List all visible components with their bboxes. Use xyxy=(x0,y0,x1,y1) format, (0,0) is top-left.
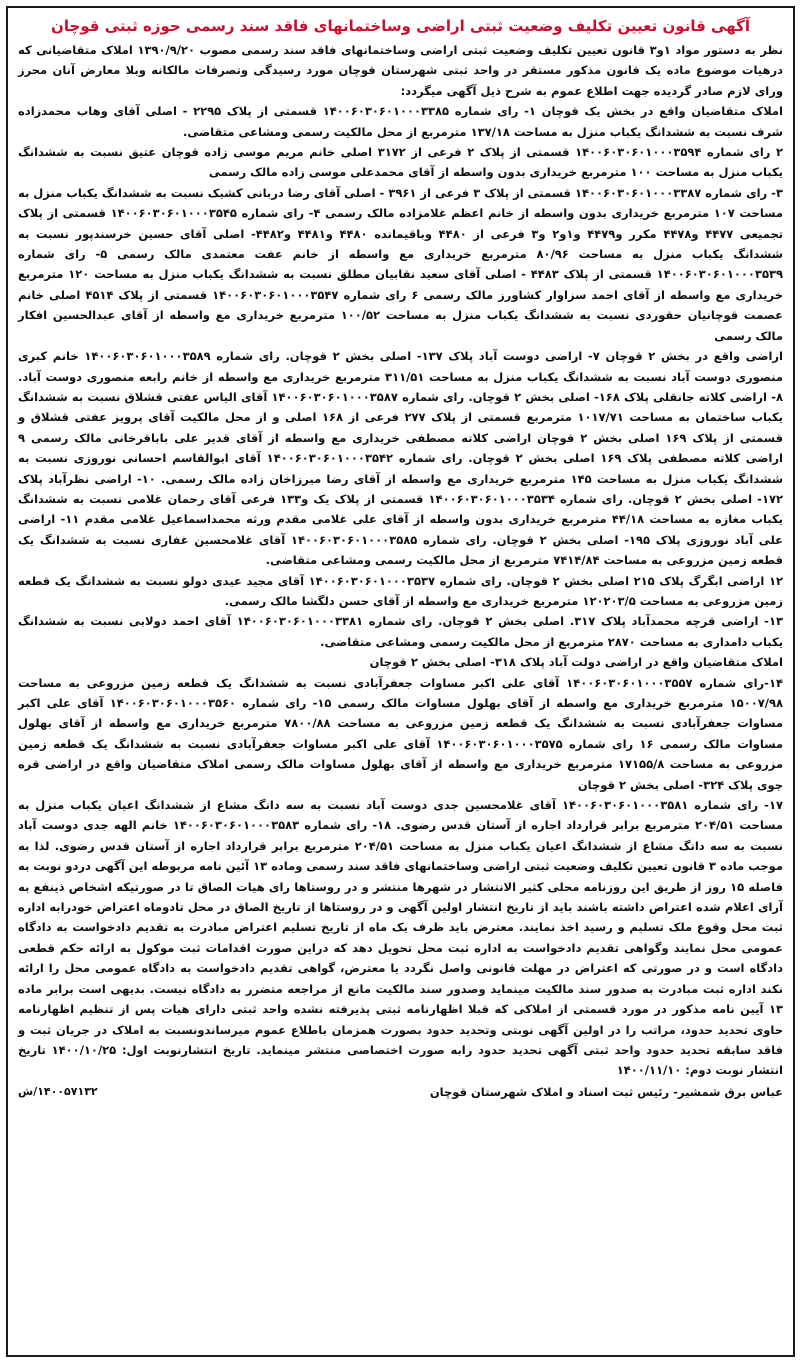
section-1-paragraph: املاک متقاضیان واقع در بخش یک قوچان ۱- رای شماره ۱۴۰۰۶۰۳۰۶۰۱۰۰۰۳۳۸۵ قسمتی از پلاک ۲۲۹۵ - اصلی آقای وهاب محمدزاده شرف نسبت به ششدانگ یکباب منزل به مساحت ۱۳۷/۱۸ مترمربع از محل مالکیت رسمی ومشاعی متقاضی. xyxy=(18,104,783,139)
notice-title: آگهی قانون تعیین تکلیف وضعیت ثبتی اراضی وساختمانهای فاقد سند رسمی حوزه ثبتی قوچان xyxy=(51,17,750,35)
footer-row xyxy=(18,1082,783,1102)
item-2-paragraph: ۲ رای شماره ۱۴۰۰۶۰۳۰۶۰۱۰۰۰۳۵۹۴ قسمتی از پلاک ۲ فرعی از ۳۱۷۲ اصلی خانم مریم موسی زاده قوچان عتیق نسبت به ششدانگ یکباب منزل به مساحت ۱۰۰ مترمربع خریداری بدون واسطه از آقای محمدعلی موسی زاده مالک رسمی xyxy=(18,145,784,180)
signature: عباس برق شمشیر- رئیس ثبت اسناد و املاک شهرستان قوچان xyxy=(429,1084,783,1099)
notice-code: ۱۴۰۰۵۷۱۳۲/ش xyxy=(18,1084,98,1098)
section-2-paragraph: اراضی واقع در بخش ۲ قوچان ۷- اراضی دوست آباد پلاک ۱۳۷- اصلی بخش ۲ قوچان. رای شماره ۱۴۰۰۶۰۳۰۶۰۱۰۰۰۳۵۸۹ خانم کبری منصوری دوست آباد نسبت به ششدانگ یکباب منزل به مساحت ۳۱۱/۵۱ مترمربع خریداری مع واسطه از خانم رابعه منصوری دوست آباد. ۸- اراضی کلاته جانقلی پلاک ۱۶۸- اصلی بخش ۲ قوچان. رای شماره ۱۴۰۰۶۰۳۰۶۰۱۰۰۰۳۵۸۷ آقای الیاس عفتی قشلاق نسبت به ششدانگ یکباب ساختمان به مساحت ۱۰۱۷/۷۱ مترمربع قسمتی از پلاک ۲۷۷ فرعی از ۱۶۸ اصلی و از محل مالکیت آقای پرویز عفتی قشلاق و قسمتی از پلاک ۱۶۹ اصلی بخش ۲ قوچان اراضی کلاته مصطفی خریداری مع واسطه از آقای قدیر علی باباقرخانی مالک رسمی ۹ اراضی کلاته مصطفی پلاک ۱۶۹ اصلی بخش ۲ قوچان. رای شماره ۱۴۰۰۶۰۳۰۶۰۱۰۰۰۳۵۴۲ آقای ابوالقاسم احسانی نوروزی نسبت به ششدانگ یکباب منزل به مساحت ۱۴۵ مترمربع خریداری مع واسطه از آقای رضا میرزاخان زاده مالک رسمی. ۱۰- اراضی نظرآباد پلاک ۱۷۲- اصلی بخش ۲ قوچان. رای شماره ۱۴۰۰۶۰۳۰۶۰۱۰۰۰۳۵۳۴ قسمتی از پلاک یک و۱۳۳ فرعی آقای رحمان غلامی نسبت به ششدانگ یکباب مغازه به مساحت ۴۴/۱۸ مترمربع خریداری بدون واسطه از آقای علی غلامی مقدم ورثه محمداسماعیل غلامی مقدم ۱۱- اراضی علی آباد نوروزی پلاک ۱۹۵- اصلی بخش ۲ قوچان. رای شماره ۱۴۰۰۶۰۳۰۶۰۱۰۰۰۳۵۸۵ آقای غلامحسین غفاری نسبت به ششدانگ یک قطعه زمین مزروعی به مساحت ۷۴۱۴/۸۴ مترمربع از محل مالکیت رسمی ومشاعی متقاضی. xyxy=(18,349,784,568)
item-12-paragraph: ۱۲ اراضی ابگرگ پلاک ۲۱۵ اصلی بخش ۲ قوچان. رای شماره ۱۴۰۰۶۰۳۰۶۰۱۰۰۰۳۵۳۷ آقای مجید عیدی دولو نسبت به ششدانگ یک قطعه زمین مزروعی به مساحت ۱۲۰۲۰۳/۵ مترمربع خریداری مع واسطه از آقای حسن دلگشا مالک رسمی. xyxy=(18,573,783,608)
notice-body xyxy=(18,40,783,1102)
item-13-paragraph: ۱۳- اراضی قرچه محمدآباد پلاک ۳۱۷. اصلی بخش ۲ قوچان. رای شماره ۱۴۰۰۶۰۳۰۶۰۱۰۰۰۳۳۸۱ آقای احمد دولابی نسبت به ششدانگ یکباب دامداری به مساحت ۲۸۷۰ مترمربع از محل مالکیت رسمی ومشاعی متقاضی. xyxy=(18,614,783,649)
intro-paragraph: نظر به دستور مواد ۱و۳ قانون تعیین تکلیف وضعیت ثبتی اراضی وساختمانهای فاقد سند رسمی مصوب ۱۳۹۰/۹/۲۰ املاک متقاضیانی که درهیات موضوع ماده یک قانون مذکور مستقر در واحد ثبتی شهرستان قوچان مورد رسیدگی وتصرفات مالکانه وبلا معارض آنان محرز ورای لازم صادر گردیده جهت اطلاع عموم به شرح ذیل آگهی میگردد: xyxy=(18,43,783,98)
notice-page xyxy=(6,6,795,1357)
items-17-18-legal-paragraph: ۱۷- رای شماره ۱۴۰۰۶۰۳۰۶۰۱۰۰۰۳۵۸۱ آقای غلامحسین جدی دوست آباد نسبت به سه دانگ مشاع از ششدانگ اعیان یکباب منزل به مساحت ۲۰۴/۵۱ مترمربع برابر قرارداد اجاره از آستان قدس رضوی. ۱۸- رای شماره ۱۴۰۰۶۰۳۰۶۰۱۰۰۰۳۵۸۳ خانم الهه جدی دوست آباد نسبت به سه دانگ مشاع از ششدانگ اعیان یکباب منزل به مساحت ۲۰۴/۵۱ مترمربع برابر قرارداد اجاره از آستان قدس رضوی. لذا به موجب ماده ۳ قانون تعیین تکلیف وضعیت ثبتی اراضی وساختمانهای فاقد سند رسمی وماده ۱۳ آئین نامه مربوطه این آگهی دردو نوبت به فاصله ۱۵ روز از طریق این روزنامه محلی کثیر الانتشار در شهرها منتشر و در روستاها رای هیات الصاق تا در صورتیکه اشخاص ذینفع به آرای اعلام شده اعتراض داشته باشند باید از تاریخ انتشار اولین آگهی و در روستاها از تاریخ الصاق در محل تادوماه اعتراض خودرابه اداره ثبت محل وقوع ملک تسلیم و رسید اخذ نمایند. معترض باید ظرف یک ماه از تاریخ تسلیم اعتراض مبادرت به تقدیم دادخواست به دادگاه عمومی محل نمایند وگواهی تقدیم دادخواست به اداره ثبت محل تحویل دهد که دراین صورت اقدامات ثبت موکول به ارائه حکم قطعی دادگاه است و در صورتی که اعتراض در مهلت قانونی واصل نگردد یا معترض، گواهی تقدیم دادخواست به دادگاه عمومی محل را ارائه نکند اداره ثبت مبادرت به صدور سند مالکیت مینماید وصدور سند مالکیت مانع از مراجعه متضرر به دادگاه نیست. بدیهی است برابر ماده ۱۳ آیین نامه مذکور در مورد قسمتی از املاکی که قبلا اظهارنامه ثبتی پذیرفته نشده واحد ثبتی دارای هیات پس از تنظیم اظهارنامه حاوی تحدید حدود، مراتب را در اولین آگهی نوبتی وتحدید حدود بصورت همزمان باطلاع عموم میرساندونسبت به املاک در جریان ثبت و فاقد سابقه تحدید حدود واحد ثبتی آگهی تحدید حدود رابه صورت اختصاصی منتشر مینماید. تاریخ انتشارنوبت اول: ۱۴۰۰/۱۰/۲۵ تاریخ انتشار نوبت دوم: ۱۴۰۰/۱۱/۱۰ xyxy=(18,798,784,1078)
items-14-16-paragraph: ۱۴-رای شماره ۱۴۰۰۶۰۳۰۶۰۱۰۰۰۳۵۵۷ آقای علی اکبر مساوات جعفرآبادی نسبت به ششدانگ یک قطعه زمین مزروعی به مساحت ۱۵۰۰۷/۹۸ مترمربع خریداری مع واسطه از آقای بهلول مساوات مالک رسمی ۱۵- رای شماره ۱۴۰۰۶۰۳۰۶۰۱۰۰۰۳۵۶۰ آقای علی اکبر مساوات جعفرآبادی نسبت به ششدانگ یک قطعه زمین مزروعی به مساحت ۷۸۰۰/۸۸ مترمربع خریداری مع واسطه از آقای بهلول مساوات مالک رسمی ۱۶ رای شماره ۱۴۰۰۶۰۳۰۶۰۱۰۰۰۳۵۷۵ آقای علی اکبر مساوات جعفرآبادی نسبت به ششدانگ یک قطعه زمین مزروعی به مساحت ۱۷۱۵۵/۸ مترمربع خریداری مع واسطه از آقای بهلول مساوات مالک رسمی املاک متقاضیان واقع در اراضی قره جوی پلاک ۳۲۴- اصلی بخش ۲ قوچان xyxy=(18,675,784,792)
items-3-6-paragraph: ۳- رای شماره ۱۴۰۰۶۰۳۰۶۰۱۰۰۰۳۳۸۷ قسمتی از پلاک ۳ فرعی از ۳۹۶۱ - اصلی آقای رضا دربانی کشیک نسبت به ششدانگ یکباب منزل به مساحت ۱۰۷ مترمربع خریداری بدون واسطه از خانم اعظم غلامزاده مالک رسمی ۴- رای شماره ۱۴۰۰۶۰۳۰۶۰۱۰۰۰۳۵۴۵ قسمتی از پلاک تجمیعی ۴۴۷۷ و۴۴۷۸ مکرر و۴۴۷۹ و۱و۲ و۳ فرعی از ۴۴۸۰ وباقیمانده ۴۴۸۰ و۴۴۸۱ و۴۴۸۲- اصلی آقای حسین خرسندپور نسبت به ششدانگ یکباب منزل به مساحت ۸۰/۹۶ مترمربع خریداری مع واسطه از خانم عفت معتمدی مالک رسمی ۵- رای شماره ۱۴۰۰۶۰۳۰۶۰۱۰۰۰۳۵۳۹ قسمتی از پلاک ۴۴۸۳ - اصلی آقای سعید نقابیان مطلق نسبت به ششدانگ یکباب منزل به مساحت ۱۲۰ مترمربع خریداری مع واسطه از آقای احمد سزاوار کشاورز مالک رسمی ۶ رای شماره ۱۴۰۰۶۰۳۰۶۰۱۰۰۰۳۵۴۷ قسمتی از پلاک ۴۵۱۴ اصلی خانم عصمت قوچانیان حقوردی نسبت به ششدانگ یکباب منزل به مساحت ۱۰۰/۵۲ مترمربع خریداری مع واسطه از آقای عبدالحسین افکار مالک رسمی xyxy=(18,185,784,343)
dowlatabad-heading: املاک متقاضیان واقع در اراضی دولت آباد پلاک ۳۱۸- اصلی بخش ۲ قوچان xyxy=(369,655,783,670)
